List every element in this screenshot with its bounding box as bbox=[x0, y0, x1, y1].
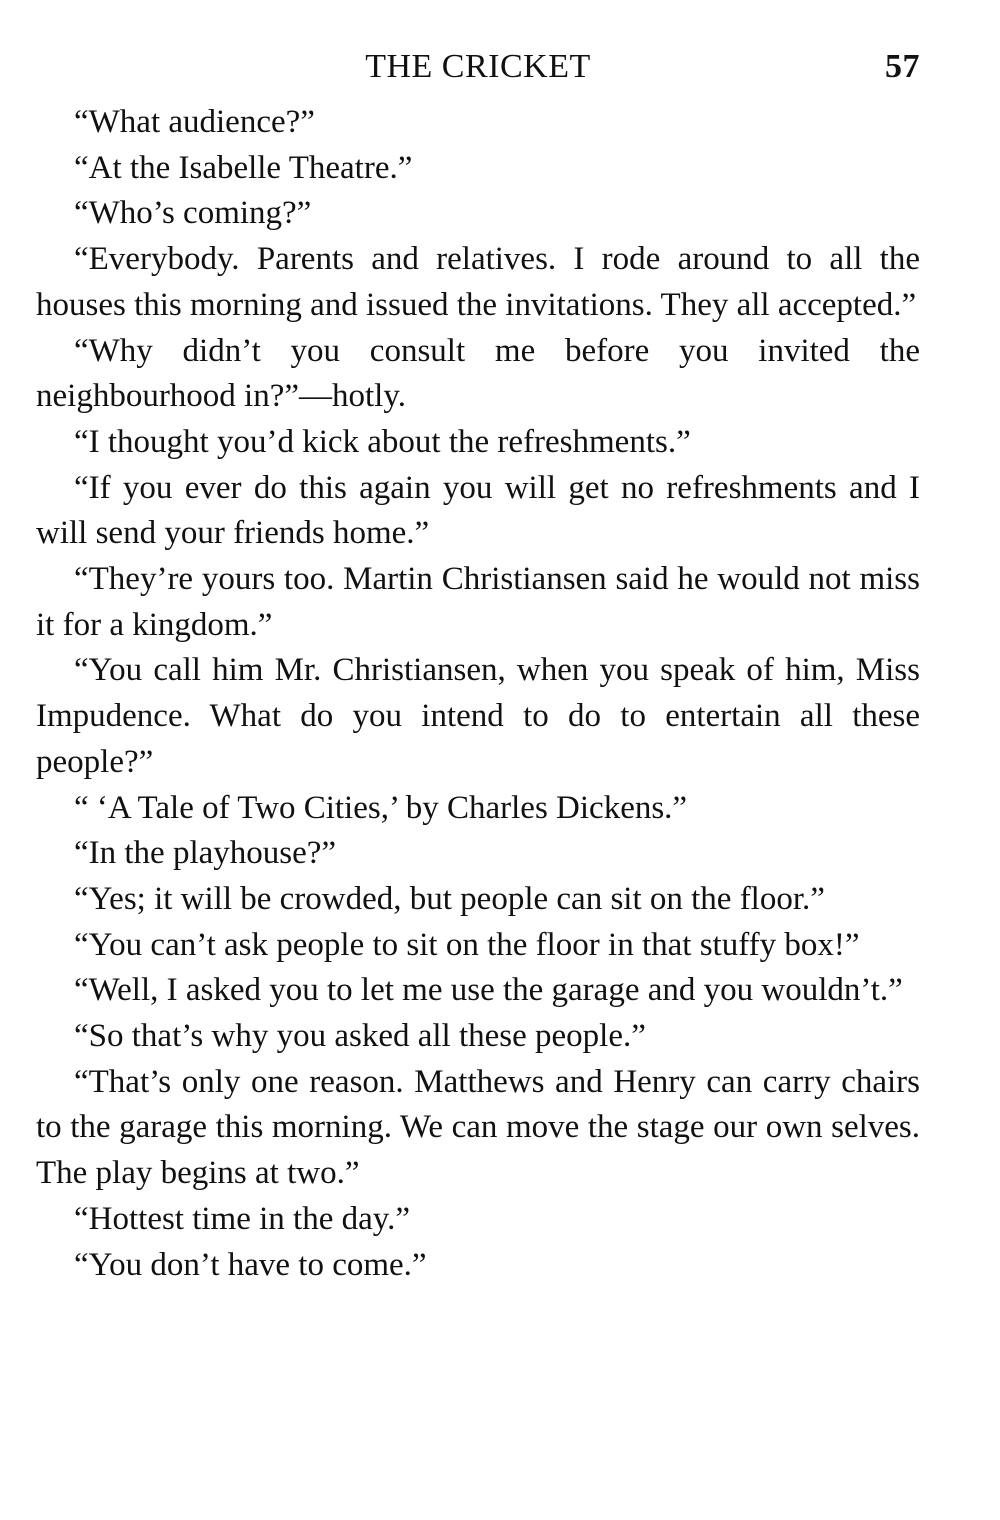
paragraph-dont-have-to-come: “You don’t have to come.” bbox=[74, 1246, 427, 1283]
paragraph-sit-on-the-floor: “Yes; it will be crowded, but people can sit on the floor.” bbox=[74, 880, 825, 917]
paragraph-stuffy-box: “You can’t ask people to sit on the floor in that stuffy box!” bbox=[74, 926, 860, 963]
paragraph-everybody: “Everybody. Parents and relatives. I rode around to all the houses this morning and issued the invitations. They all accepted.” bbox=[36, 241, 920, 323]
paragraph-refreshments: “I thought you’d kick about the refreshments.” bbox=[74, 423, 691, 460]
paragraph-all-these-people: “So that’s why you asked all these people.” bbox=[74, 1018, 646, 1055]
paragraph-mr-christiansen: “You call him Mr. Christiansen, when you speak of him, Miss Impudence. What do you intend to do to entertain all these people?” bbox=[36, 652, 920, 780]
paragraph-only-one-reason: “That’s only one reason. Matthews and Henry can carry chairs to the garage this morning. We can move the stage our own selves. The play begins at two.” bbox=[36, 1063, 920, 1192]
paragraph-hottest-time: “Hottest time in the day.” bbox=[74, 1200, 411, 1237]
running-head bbox=[36, 44, 920, 90]
paragraph-whos-coming: “Who’s coming?” bbox=[74, 195, 312, 232]
paragraph-theyre-yours-too: “They’re yours too. Martin Christiansen said he would not miss it for a kingdom.” bbox=[36, 561, 920, 643]
paragraph-if-you-ever: “If you ever do this again you will get no refreshments and I will send your friends home.” bbox=[36, 469, 920, 552]
page-number: 57 bbox=[885, 48, 920, 85]
running-title: THE CRICKET bbox=[365, 48, 591, 85]
paragraph-use-the-garage: “Well, I asked you to let me use the garage and you wouldn’t.” bbox=[74, 972, 903, 1009]
paragraph-isabelle-theatre: “At the Isabelle Theatre.” bbox=[74, 149, 413, 186]
body-text bbox=[36, 100, 920, 1288]
paragraph-why-didnt-you-consult: “Why didn’t you consult me before you invited the neighbourhood in?”—hotly. bbox=[36, 332, 920, 415]
paragraph-tale-of-two-cities: “ ‘A Tale of Two Cities,’ by Charles Dickens.” bbox=[74, 789, 688, 826]
paragraph-what-audience: “What audience?” bbox=[74, 104, 315, 140]
paragraph-in-the-playhouse: “In the playhouse?” bbox=[74, 835, 337, 872]
